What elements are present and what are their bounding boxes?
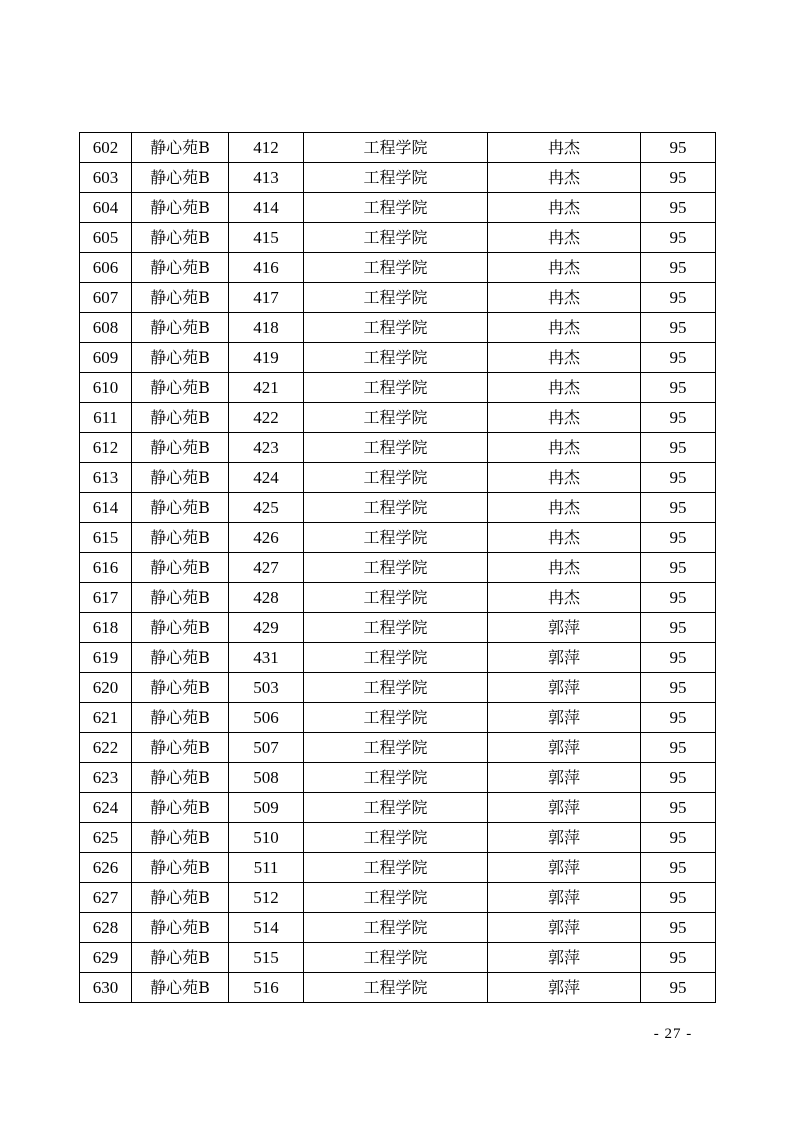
- building-cell: 静心苑B: [132, 403, 229, 433]
- building-cell: 静心苑B: [132, 943, 229, 973]
- table-row: [80, 163, 716, 193]
- room-cell: 413: [229, 163, 304, 193]
- room-cell: 412: [229, 133, 304, 163]
- score-cell: 95: [641, 253, 716, 283]
- person-cell: 冉杰: [488, 553, 641, 583]
- page-number: - 27 -: [653, 1026, 693, 1042]
- row-number-cell: 609: [80, 343, 132, 373]
- score-cell: 95: [641, 643, 716, 673]
- college-cell: 工程学院: [304, 583, 488, 613]
- table-row: [80, 793, 716, 823]
- score-cell: 95: [641, 703, 716, 733]
- person-cell: 郭萍: [488, 883, 641, 913]
- room-cell: 421: [229, 373, 304, 403]
- college-cell: 工程学院: [304, 973, 488, 1003]
- row-number-cell: 619: [80, 643, 132, 673]
- table-row: [80, 433, 716, 463]
- person-cell: 郭萍: [488, 613, 641, 643]
- row-number-cell: 618: [80, 613, 132, 643]
- score-cell: 95: [641, 313, 716, 343]
- college-cell: 工程学院: [304, 163, 488, 193]
- building-cell: 静心苑B: [132, 673, 229, 703]
- room-cell: 425: [229, 493, 304, 523]
- college-cell: 工程学院: [304, 373, 488, 403]
- person-cell: 冉杰: [488, 253, 641, 283]
- college-cell: 工程学院: [304, 283, 488, 313]
- row-number-cell: 605: [80, 223, 132, 253]
- person-cell: 冉杰: [488, 283, 641, 313]
- building-cell: 静心苑B: [132, 343, 229, 373]
- room-cell: 512: [229, 883, 304, 913]
- table-row: [80, 223, 716, 253]
- college-cell: 工程学院: [304, 643, 488, 673]
- score-cell: 95: [641, 283, 716, 313]
- table-row: [80, 643, 716, 673]
- person-cell: 郭萍: [488, 793, 641, 823]
- room-cell: 510: [229, 823, 304, 853]
- building-cell: 静心苑B: [132, 193, 229, 223]
- table-row: [80, 613, 716, 643]
- score-cell: 95: [641, 943, 716, 973]
- table-row: [80, 253, 716, 283]
- person-cell: 郭萍: [488, 823, 641, 853]
- building-cell: 静心苑B: [132, 523, 229, 553]
- building-cell: 静心苑B: [132, 283, 229, 313]
- row-number-cell: 625: [80, 823, 132, 853]
- room-cell: 426: [229, 523, 304, 553]
- row-number-cell: 623: [80, 763, 132, 793]
- person-cell: 郭萍: [488, 853, 641, 883]
- row-number-cell: 626: [80, 853, 132, 883]
- row-number-cell: 603: [80, 163, 132, 193]
- building-cell: 静心苑B: [132, 913, 229, 943]
- college-cell: 工程学院: [304, 223, 488, 253]
- building-cell: 静心苑B: [132, 253, 229, 283]
- table-row: [80, 583, 716, 613]
- college-cell: 工程学院: [304, 553, 488, 583]
- person-cell: 冉杰: [488, 493, 641, 523]
- college-cell: 工程学院: [304, 253, 488, 283]
- building-cell: 静心苑B: [132, 133, 229, 163]
- college-cell: 工程学院: [304, 793, 488, 823]
- table-row: [80, 553, 716, 583]
- row-number-cell: 604: [80, 193, 132, 223]
- college-cell: 工程学院: [304, 613, 488, 643]
- score-cell: 95: [641, 553, 716, 583]
- score-cell: 95: [641, 343, 716, 373]
- score-cell: 95: [641, 883, 716, 913]
- building-cell: 静心苑B: [132, 973, 229, 1003]
- table-row: [80, 523, 716, 553]
- person-cell: 冉杰: [488, 163, 641, 193]
- college-cell: 工程学院: [304, 853, 488, 883]
- table-row: [80, 943, 716, 973]
- row-number-cell: 606: [80, 253, 132, 283]
- room-cell: 514: [229, 913, 304, 943]
- building-cell: 静心苑B: [132, 763, 229, 793]
- building-cell: 静心苑B: [132, 223, 229, 253]
- person-cell: 郭萍: [488, 733, 641, 763]
- room-cell: 506: [229, 703, 304, 733]
- room-cell: 424: [229, 463, 304, 493]
- room-cell: 428: [229, 583, 304, 613]
- row-number-cell: 611: [80, 403, 132, 433]
- row-number-cell: 622: [80, 733, 132, 763]
- room-cell: 416: [229, 253, 304, 283]
- row-number-cell: 612: [80, 433, 132, 463]
- building-cell: 静心苑B: [132, 883, 229, 913]
- person-cell: 冉杰: [488, 373, 641, 403]
- person-cell: 冉杰: [488, 403, 641, 433]
- dormitory-score-table: [79, 132, 716, 1003]
- college-cell: 工程学院: [304, 523, 488, 553]
- person-cell: 冉杰: [488, 193, 641, 223]
- college-cell: 工程学院: [304, 673, 488, 703]
- room-cell: 431: [229, 643, 304, 673]
- college-cell: 工程学院: [304, 313, 488, 343]
- score-cell: 95: [641, 373, 716, 403]
- building-cell: 静心苑B: [132, 373, 229, 403]
- building-cell: 静心苑B: [132, 793, 229, 823]
- row-number-cell: 628: [80, 913, 132, 943]
- row-number-cell: 615: [80, 523, 132, 553]
- person-cell: 冉杰: [488, 313, 641, 343]
- college-cell: 工程学院: [304, 883, 488, 913]
- person-cell: 郭萍: [488, 673, 641, 703]
- person-cell: 冉杰: [488, 523, 641, 553]
- room-cell: 419: [229, 343, 304, 373]
- room-cell: 418: [229, 313, 304, 343]
- table-body: [80, 133, 716, 1003]
- person-cell: 郭萍: [488, 643, 641, 673]
- college-cell: 工程学院: [304, 823, 488, 853]
- room-cell: 516: [229, 973, 304, 1003]
- room-cell: 427: [229, 553, 304, 583]
- score-cell: 95: [641, 193, 716, 223]
- person-cell: 郭萍: [488, 943, 641, 973]
- score-cell: 95: [641, 493, 716, 523]
- person-cell: 冉杰: [488, 343, 641, 373]
- table-row: [80, 823, 716, 853]
- building-cell: 静心苑B: [132, 493, 229, 523]
- score-cell: 95: [641, 163, 716, 193]
- row-number-cell: 614: [80, 493, 132, 523]
- table-row: [80, 403, 716, 433]
- building-cell: 静心苑B: [132, 553, 229, 583]
- person-cell: 郭萍: [488, 703, 641, 733]
- table-row: [80, 703, 716, 733]
- score-cell: 95: [641, 583, 716, 613]
- room-cell: 423: [229, 433, 304, 463]
- table-row: [80, 883, 716, 913]
- room-cell: 507: [229, 733, 304, 763]
- score-cell: 95: [641, 913, 716, 943]
- table-row: [80, 853, 716, 883]
- college-cell: 工程学院: [304, 193, 488, 223]
- table-row: [80, 493, 716, 523]
- building-cell: 静心苑B: [132, 583, 229, 613]
- person-cell: 郭萍: [488, 973, 641, 1003]
- score-cell: 95: [641, 823, 716, 853]
- table-row: [80, 193, 716, 223]
- person-cell: 郭萍: [488, 913, 641, 943]
- person-cell: 冉杰: [488, 583, 641, 613]
- score-cell: 95: [641, 973, 716, 1003]
- college-cell: 工程学院: [304, 403, 488, 433]
- room-cell: 515: [229, 943, 304, 973]
- row-number-cell: 627: [80, 883, 132, 913]
- room-cell: 414: [229, 193, 304, 223]
- room-cell: 415: [229, 223, 304, 253]
- building-cell: 静心苑B: [132, 613, 229, 643]
- table-row: [80, 343, 716, 373]
- table-row: [80, 133, 716, 163]
- score-cell: 95: [641, 853, 716, 883]
- table-row: [80, 913, 716, 943]
- table-row: [80, 973, 716, 1003]
- building-cell: 静心苑B: [132, 853, 229, 883]
- score-cell: 95: [641, 433, 716, 463]
- college-cell: 工程学院: [304, 943, 488, 973]
- room-cell: 429: [229, 613, 304, 643]
- building-cell: 静心苑B: [132, 463, 229, 493]
- score-cell: 95: [641, 733, 716, 763]
- building-cell: 静心苑B: [132, 823, 229, 853]
- college-cell: 工程学院: [304, 463, 488, 493]
- building-cell: 静心苑B: [132, 163, 229, 193]
- person-cell: 冉杰: [488, 433, 641, 463]
- building-cell: 静心苑B: [132, 733, 229, 763]
- person-cell: 冉杰: [488, 223, 641, 253]
- college-cell: 工程学院: [304, 343, 488, 373]
- building-cell: 静心苑B: [132, 313, 229, 343]
- college-cell: 工程学院: [304, 763, 488, 793]
- room-cell: 417: [229, 283, 304, 313]
- row-number-cell: 620: [80, 673, 132, 703]
- row-number-cell: 610: [80, 373, 132, 403]
- row-number-cell: 608: [80, 313, 132, 343]
- person-cell: 冉杰: [488, 133, 641, 163]
- score-cell: 95: [641, 763, 716, 793]
- college-cell: 工程学院: [304, 733, 488, 763]
- college-cell: 工程学院: [304, 703, 488, 733]
- college-cell: 工程学院: [304, 493, 488, 523]
- row-number-cell: 602: [80, 133, 132, 163]
- room-cell: 503: [229, 673, 304, 703]
- table-row: [80, 733, 716, 763]
- row-number-cell: 613: [80, 463, 132, 493]
- row-number-cell: 624: [80, 793, 132, 823]
- score-cell: 95: [641, 463, 716, 493]
- score-cell: 95: [641, 793, 716, 823]
- person-cell: 冉杰: [488, 463, 641, 493]
- table-row: [80, 283, 716, 313]
- table-row: [80, 373, 716, 403]
- row-number-cell: 630: [80, 973, 132, 1003]
- building-cell: 静心苑B: [132, 703, 229, 733]
- building-cell: 静心苑B: [132, 433, 229, 463]
- room-cell: 509: [229, 793, 304, 823]
- score-cell: 95: [641, 223, 716, 253]
- row-number-cell: 607: [80, 283, 132, 313]
- row-number-cell: 617: [80, 583, 132, 613]
- college-cell: 工程学院: [304, 133, 488, 163]
- table-row: [80, 463, 716, 493]
- room-cell: 508: [229, 763, 304, 793]
- person-cell: 郭萍: [488, 763, 641, 793]
- college-cell: 工程学院: [304, 913, 488, 943]
- row-number-cell: 616: [80, 553, 132, 583]
- college-cell: 工程学院: [304, 433, 488, 463]
- row-number-cell: 629: [80, 943, 132, 973]
- table-row: [80, 673, 716, 703]
- score-cell: 95: [641, 523, 716, 553]
- score-cell: 95: [641, 403, 716, 433]
- room-cell: 422: [229, 403, 304, 433]
- score-cell: 95: [641, 613, 716, 643]
- row-number-cell: 621: [80, 703, 132, 733]
- room-cell: 511: [229, 853, 304, 883]
- table-row: [80, 313, 716, 343]
- building-cell: 静心苑B: [132, 643, 229, 673]
- score-cell: 95: [641, 673, 716, 703]
- score-cell: 95: [641, 133, 716, 163]
- table-row: [80, 763, 716, 793]
